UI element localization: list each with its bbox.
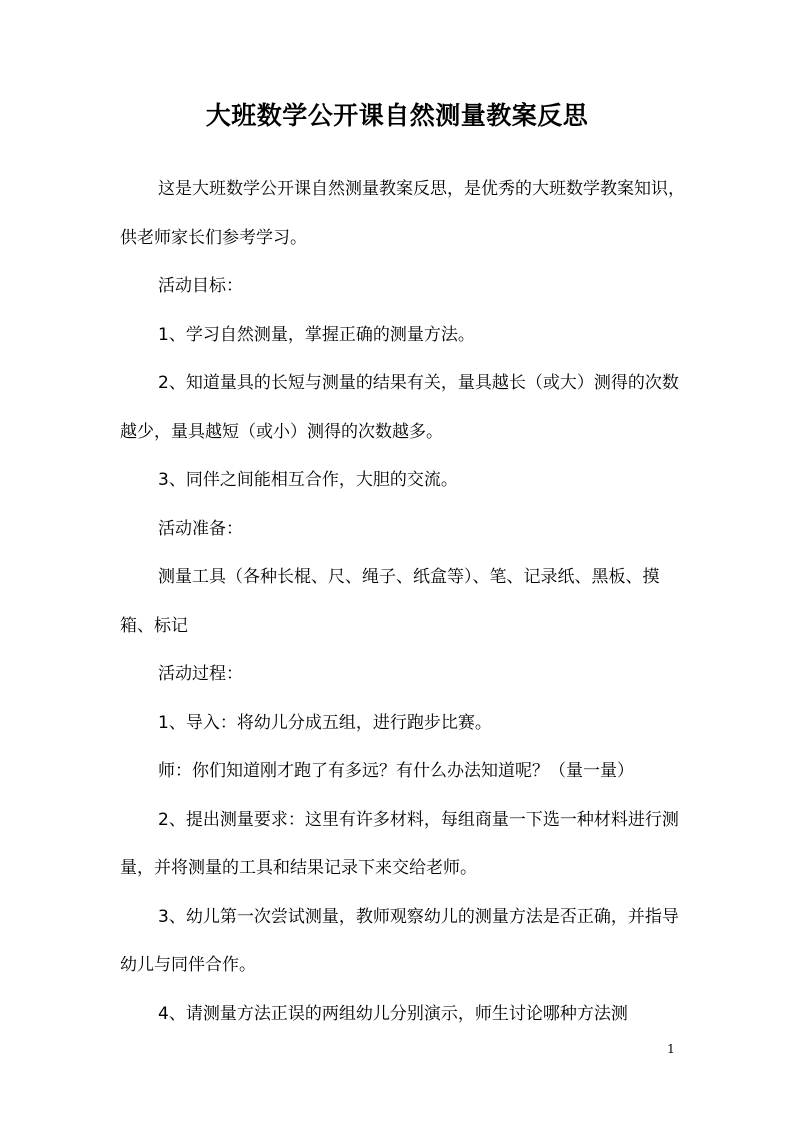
document-body xyxy=(120,165,690,1038)
process-step-4: 4、请测量方法正误的两组幼儿分别演示，师生讨论哪种方法测 xyxy=(158,1003,628,1024)
teacher-question: 师：你们知道刚才跑了有多远？有什么办法知道呢？（量一量） xyxy=(158,761,634,781)
document-title: 大班数学公开课自然测量教案反思 xyxy=(205,101,589,130)
process-step-1: 1、导入：将幼儿分成五组，进行跑步比赛。 xyxy=(158,712,492,733)
section-heading-goals: 活动目标： xyxy=(158,276,243,296)
section-heading-preparation: 活动准备： xyxy=(158,518,243,539)
process-step-2: 2、提出测量要求：这里有许多材料，每组商量一下选一种材料进行测量，并将测量的工具和结果记录下来交给老师。 xyxy=(120,809,679,878)
goal-item-3: 3、同伴之间能相互合作，大胆的交流。 xyxy=(158,470,458,490)
section-heading-process: 活动过程： xyxy=(158,664,243,684)
intro-paragraph: 这是大班数学公开课自然测量教案反思，是优秀的大班数学教案知识，供老师家长们参考学习。 xyxy=(120,179,685,248)
preparation-text: 测量工具（各种长棍、尺、绳子、纸盒等）、笔、记录纸、黑板、摸箱、标记 xyxy=(120,567,660,636)
goal-item-1: 1、学习自然测量，掌握正确的测量方法。 xyxy=(158,324,475,345)
goal-item-2: 2、知道量具的长短与测量的结果有关，量具越长（或大）测得的次数越少，量具越短（或小）测得的次数越多。 xyxy=(120,373,679,442)
process-step-3: 3、幼儿第一次尝试测量，教师观察幼儿的测量方法是否正确，并指导幼儿与同伴合作。 xyxy=(120,906,679,975)
page-number: 1 xyxy=(667,1042,675,1056)
